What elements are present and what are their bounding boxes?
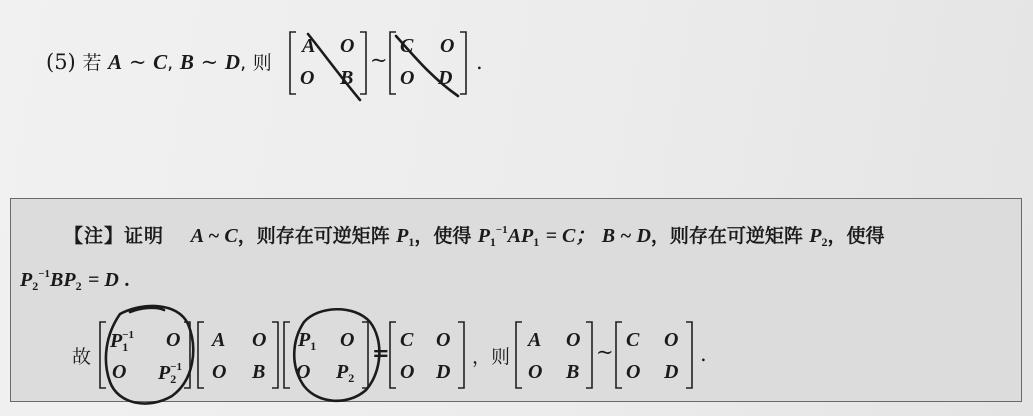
item5-similar-sign: ~ [370, 48, 388, 72]
note-text-2: ，使得 [414, 225, 472, 247]
note-label: 【注】证明 [64, 225, 165, 247]
comma-2: , [240, 52, 247, 74]
item5-period: . [476, 50, 483, 74]
right-12: O [340, 329, 355, 351]
item-number: (5) [46, 50, 76, 74]
eq-d: = D [87, 269, 119, 291]
result-22: D [436, 361, 451, 383]
conc-cd-21: O [626, 361, 641, 383]
result-11: C [400, 329, 414, 351]
left-21: O [112, 361, 127, 383]
conc-ab-12: O [566, 329, 581, 351]
matrix-ab-21: O [300, 67, 315, 89]
eq-c: = C； [545, 225, 596, 247]
matrix-ab-12: O [340, 35, 355, 57]
similar-sign-2: ~ [200, 50, 219, 74]
right-11: $P_1$ [298, 329, 317, 353]
matrix-cd-22: D [438, 67, 453, 89]
matrix-cd-12: O [440, 35, 455, 57]
mid-12: O [252, 329, 267, 351]
conc-ab-11: A [528, 329, 542, 351]
conc-cd-11: C [626, 329, 640, 351]
proof-matrix-result [388, 320, 466, 390]
proof-equals: = [372, 340, 390, 365]
conc-ab-22: B [566, 361, 580, 383]
result-12: O [436, 329, 451, 351]
p2-inv-b-p2: $P_2^{-1}BP_2$ [20, 268, 82, 293]
right-22: $P_2$ [336, 361, 355, 385]
gu-text: 故 [72, 346, 92, 368]
note-line-1 [64, 219, 885, 250]
ze-text-2: ，则 [472, 346, 511, 368]
var-a: A [108, 50, 123, 74]
line2-period: . [125, 269, 131, 291]
right-21: O [296, 361, 311, 383]
item-5-statement [46, 48, 272, 75]
conclusion-similar: ~ [596, 340, 614, 364]
matrix-ab-11: A [302, 35, 316, 57]
var-c: C [153, 50, 168, 74]
ze-text: 则 [252, 52, 272, 74]
var-d: D [224, 50, 241, 74]
mid-22: B [252, 361, 266, 383]
note-text-3: ，则存在可逆矩阵 [650, 225, 803, 247]
left-12: O [166, 329, 181, 351]
left-22: $P_2^{-1}$ [158, 361, 182, 386]
conclusion-matrix-cd [614, 320, 694, 390]
mid-21: O [212, 361, 227, 383]
p2-symbol: $P_2$ [809, 225, 828, 249]
comma: , [167, 52, 174, 74]
note-line-2 [20, 267, 130, 294]
p1-inv-a-p1: $P_1^{-1}AP_1$ [477, 224, 540, 249]
conclusion-period: . [700, 342, 707, 366]
left-11: $P_1^{-1}$ [110, 329, 134, 354]
matrix-cd-21: O [400, 67, 415, 89]
b-sim-d: B ~ D [601, 225, 651, 247]
p1-symbol: $P_1$ [396, 225, 415, 249]
matrix-cd-11: C [400, 35, 414, 57]
conc-ab-21: O [528, 361, 543, 383]
conc-cd-12: O [664, 329, 679, 351]
note-text-4: ，使得 [827, 225, 885, 247]
matrix-ab-22: B [340, 67, 354, 89]
a-sim-c: A ~ C [190, 225, 238, 247]
note-text-1: ，则存在可逆矩阵 [237, 225, 390, 247]
similar-sign: ~ [128, 50, 147, 74]
var-b: B [179, 50, 194, 74]
handwritten-circle-marks [90, 300, 390, 410]
conclusion-matrix-ab [514, 320, 594, 390]
result-21: O [400, 361, 415, 383]
ruo-text: 若 [82, 52, 102, 74]
handwritten-diagonal-strokes [290, 26, 490, 106]
mid-11: A [212, 329, 226, 351]
conc-cd-22: D [664, 361, 679, 383]
